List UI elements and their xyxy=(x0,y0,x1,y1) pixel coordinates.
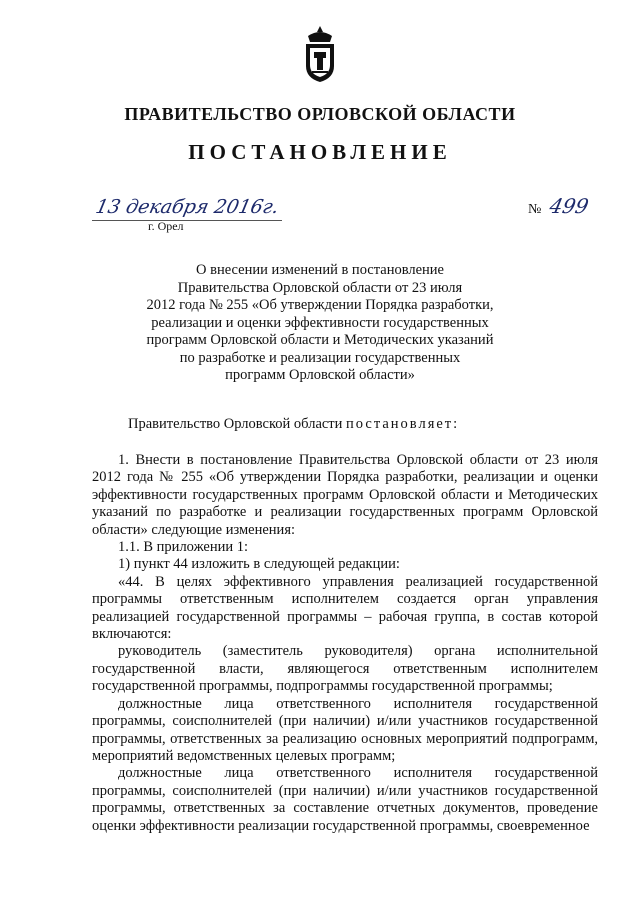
paragraph: 1) пункт 44 изложить в следующей редакции: xyxy=(118,556,400,573)
subject-line: программ Орловской области» xyxy=(225,367,415,383)
intro-text: Правительство Орловской области xyxy=(128,416,343,432)
document-type-title: ПОСТАНОВЛЕНИЕ xyxy=(188,140,452,164)
document-subject xyxy=(110,262,530,385)
handwritten-date: 13 декабря 2016г. xyxy=(93,196,281,218)
document-body xyxy=(92,452,598,835)
subject-line: программ Орловской области и Методических указаний xyxy=(146,332,494,348)
paragraph: 1.1. В приложении 1: xyxy=(118,539,249,556)
paragraph: «44. В целях эффективного управления реализацией государственной программы ответственным исполнителем создается орган управления реализацией государственной программы – рабочая группа, в состав которой включаются: xyxy=(92,573,598,643)
paragraph: руководитель (заместитель руководителя) органа исполнительной государственной власти, являющегося ответственным исполнителем государственной программы, подпрограммы государственной программы; xyxy=(92,643,598,695)
subject-line: Правительства Орловской области от 23 июля xyxy=(177,279,463,296)
subject-line: реализации и оценки эффективности государственных xyxy=(151,314,489,331)
paragraph: должностные лица ответственного исполнителя государственной программы, соисполнителей (при наличии) и/или участников государственной программы, ответственных за составление отчетных документов, проведение оценки эффективности реализации государственной программы, своевременное xyxy=(92,765,598,834)
city-label: г. Орел xyxy=(148,219,184,233)
paragraph: должностные лица ответственного исполнителя государственной программы, соисполнителей (при наличии) и/или участников государственной программы, ответственных за реализацию основных мероприятий подпрограмм, мероприятий ведомственных целевых программ; xyxy=(92,695,598,764)
paragraph: 1. Внести в постановление Правительства Орловской области от 23 июля 2012 года № 255 «Об утверждении Порядка разработки, реализации и оценки эффективности государственных программ Орловской области и Методических указаний по разработке и реализации государственных программ Орловской области» следующие изменения: xyxy=(92,452,598,538)
coat-of-arms-icon xyxy=(300,24,340,84)
intro-resolves: постановляет: xyxy=(346,416,460,432)
government-title: ПРАВИТЕЛЬСТВО ОРЛОВСКОЙ ОБЛАСТИ xyxy=(124,104,516,124)
subject-line: по разработке и реализации государственных xyxy=(179,349,461,366)
subject-line: О внесении изменений в постановление xyxy=(196,262,444,278)
resolution-intro xyxy=(128,416,459,433)
date-underline xyxy=(92,220,282,221)
number-label: № xyxy=(528,202,542,217)
handwritten-number: 499 xyxy=(547,194,591,218)
subject-line: 2012 года № 255 «Об утверждении Порядка разработки, xyxy=(146,297,494,313)
